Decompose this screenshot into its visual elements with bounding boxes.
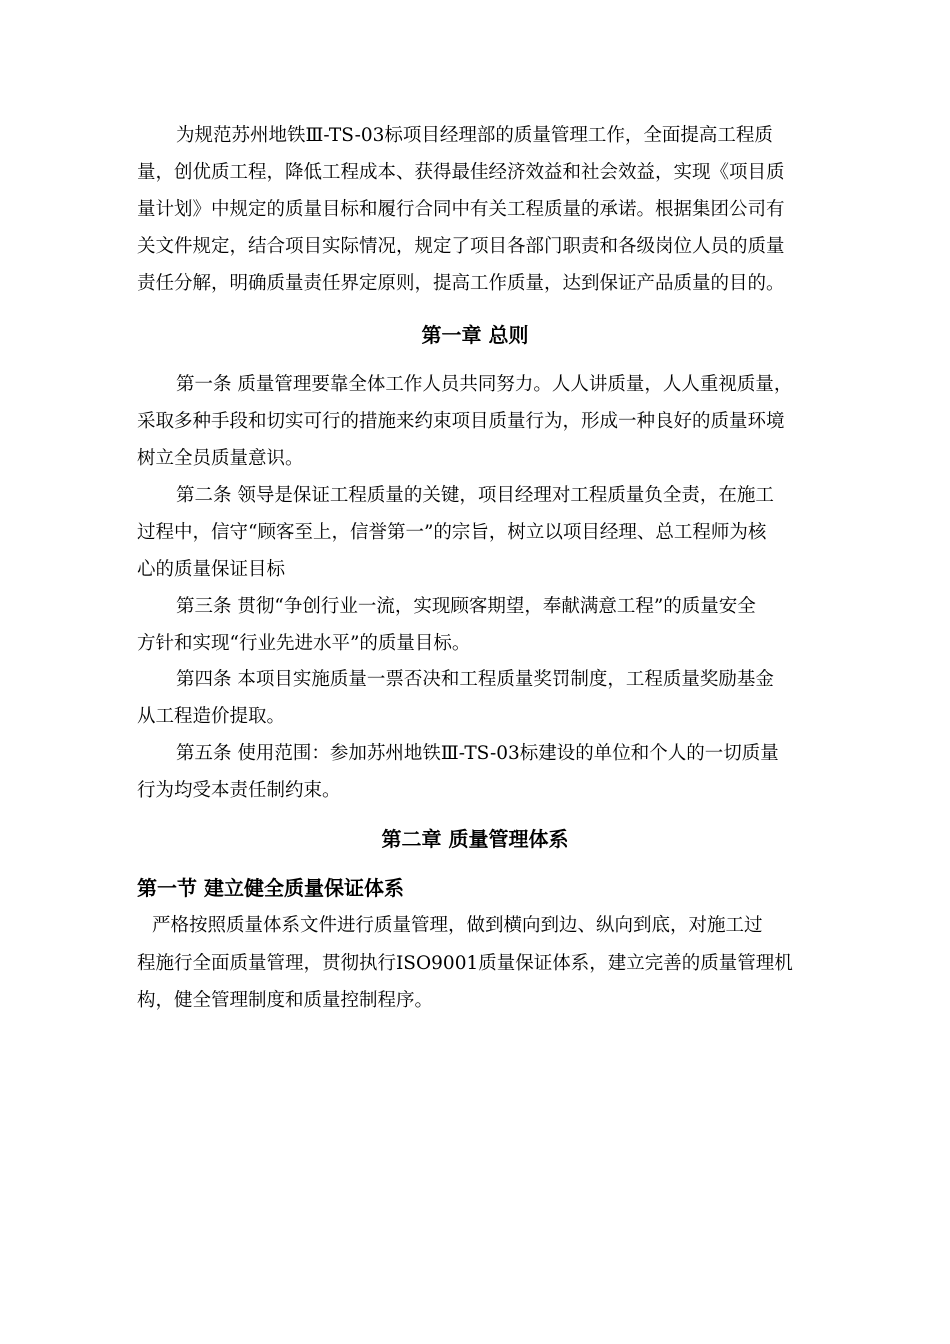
article-2-line-3: 心的质量保证目标 — [137, 559, 286, 580]
section-1-line-1: 严格按照质量体系文件进行质量管理，做到横向到边、纵向到底，对施工过 — [152, 915, 763, 936]
section-1-line-3: 构，健全管理制度和质量控制程序。 — [137, 990, 434, 1011]
article-1-line-2: 采取多种手段和切实可行的措施来约束项目质量行为，形成一种良好的质量环境 — [137, 411, 785, 432]
article-4-line-1: 第四条 本项目实施质量一票否决和工程质量奖罚制度，工程质量奖励基金 — [176, 669, 774, 690]
article-3-line-2: 方针和实现“行业先进水平”的质量目标。 — [137, 633, 471, 654]
section-1-line-2: 程施行全面质量管理，贯彻执行ISO9001质量保证体系，建立完善的质量管理机 — [137, 953, 793, 974]
section-1-title: 第一节 建立健全质量保证体系 — [137, 876, 404, 900]
intro-line-2: 量，创优质工程，降低工程成本、获得最佳经济效益和社会效益，实现《项目质 — [137, 162, 785, 183]
chapter-2-title: 第二章 质量管理体系 — [381, 827, 569, 851]
intro-line-5: 责任分解，明确质量责任界定原则，提高工作质量，达到保证产品质量的目的。 — [137, 273, 785, 294]
intro-line-1: 为规范苏州地铁Ⅲ-TS-03标项目经理部的质量管理工作，全面提高工程质 — [176, 125, 773, 146]
intro-line-4: 关文件规定，结合项目实际情况，规定了项目各部门职责和各级岗位人员的质量 — [137, 236, 785, 257]
article-5-line-1: 第五条 使用范围：参加苏州地铁Ⅲ-TS-03标建设的单位和个人的一切质量 — [176, 743, 779, 764]
article-3-line-1: 第三条 贯彻“争创行业一流，实现顾客期望，奉献满意工程”的质量安全 — [176, 596, 756, 617]
article-1-line-3: 树立全员质量意识。 — [137, 448, 304, 469]
intro-line-3: 量计划》中规定的质量目标和履行合同中有关工程质量的承诺。根据集团公司有 — [137, 199, 785, 220]
article-2-line-1: 第二条 领导是保证工程质量的关键，项目经理对工程质量负全责，在施工 — [176, 485, 774, 506]
article-1-line-1: 第一条 质量管理要靠全体工作人员共同努力。人人讲质量，人人重视质量， — [176, 374, 793, 395]
chapter-1-title: 第一章 总则 — [421, 323, 529, 347]
article-5-line-2: 行为均受本责任制约束。 — [137, 780, 341, 801]
article-2-line-2: 过程中，信守“顾客至上，信誉第一”的宗旨，树立以项目经理、总工程师为核 — [137, 522, 767, 543]
article-4-line-2: 从工程造价提取。 — [137, 706, 286, 727]
